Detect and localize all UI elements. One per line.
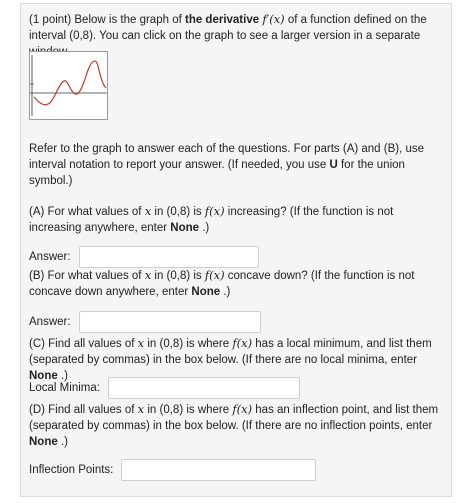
problem-intro: (1 point) Below is the graph of the derivative f′(x) of a function defined on the interval (0,8). You can click on the graph to see a larger version in a separate [29, 12, 427, 42]
local-minima-row [29, 376, 300, 400]
answer-a-input[interactable] [79, 246, 259, 268]
fprime-math: f′(x) [262, 12, 285, 26]
instructions: Refer to the graph to answer each of the questions. For parts (A) and (B), use interval notation to report your answer. (If needed, you use U for the union symbol.) [29, 143, 425, 187]
derivative-curve [34, 61, 106, 105]
derivative-graph [30, 52, 107, 119]
question-a: (A) For what values of x in (0,8) is f(x) increasing? (If the function is not increasing anywhere, enter None .) [29, 204, 394, 234]
question-d: (D) Find all values of x in (0,8) is where f(x) has an inflection point, and list them (separated by commas) in the box below. (If there are no inflection points, enter None .) [29, 402, 439, 448]
answer-b-row [29, 310, 261, 334]
answer-a-label: Answer: [29, 251, 71, 263]
inflection-points-row [29, 458, 316, 482]
points-label: (1 point) [29, 14, 72, 26]
question-b: (B) For what values of x in (0,8) is f(x) concave down? (If the function is not concave down anywhere, enter None .) [29, 268, 415, 298]
derivative-graph-thumbnail[interactable] [29, 51, 108, 120]
inflection-points-label: Inflection Points: [29, 464, 114, 476]
local-minima-input[interactable] [108, 377, 300, 399]
inflection-points-input[interactable] [121, 459, 316, 481]
local-minima-label: Local Minima: [29, 382, 100, 394]
question-c: (C) Find all values of x in (0,8) is where f(x) has a local minimum, and list them (separated by commas) in the box below. (If there are no local minima, enter None .) [29, 336, 432, 382]
answer-b-input[interactable] [79, 311, 261, 333]
answer-a-row [29, 245, 259, 269]
problem-card [20, 3, 452, 497]
answer-b-label: Answer: [29, 316, 71, 328]
